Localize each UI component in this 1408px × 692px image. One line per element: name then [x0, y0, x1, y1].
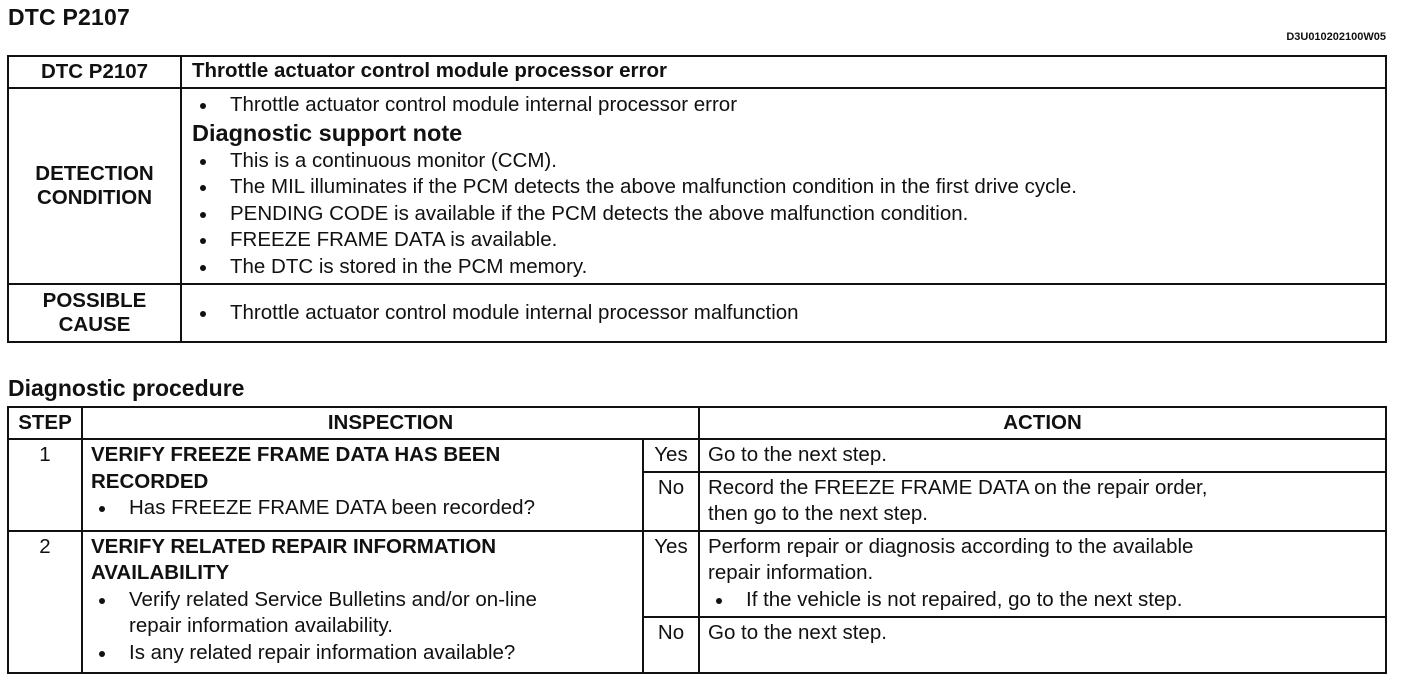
document-code: D3U010202100W05 — [1286, 31, 1386, 43]
no-label: No — [643, 617, 699, 673]
list-item: PENDING CODE is available if the PCM detects the above malfunction condition. — [192, 201, 1377, 228]
list-item-line: Verify related Service Bulletins and/or on-line — [129, 587, 537, 611]
step-column-header: STEP — [8, 407, 82, 439]
list-item: Has FREEZE FRAME DATA been recorded? — [91, 495, 636, 522]
list-item: If the vehicle is not repaired, go to the next step. — [708, 587, 1379, 614]
yes-label: Yes — [643, 531, 699, 617]
yes-action-list — [708, 587, 1379, 614]
yes-label: Yes — [643, 439, 699, 472]
table-row — [8, 439, 1386, 472]
list-item: Is any related repair information available? — [91, 640, 636, 667]
possible-cause-label — [8, 284, 181, 342]
yes-action — [699, 531, 1386, 617]
step-number: 1 — [8, 439, 82, 531]
inspection-title: VERIFY RELATED REPAIR INFORMATION — [91, 534, 497, 558]
inspection-title: RECORDED — [91, 469, 209, 493]
dtc-description: Throttle actuator control module processor error — [181, 56, 1386, 88]
detection-label-line-1: DETECTION — [35, 162, 154, 185]
inspection-list — [91, 495, 636, 522]
cause-label-line-1: POSSIBLE — [42, 289, 147, 312]
possible-cause-content — [181, 284, 1386, 342]
inspection-title: VERIFY FREEZE FRAME DATA HAS BEEN — [91, 443, 501, 466]
list-item: The MIL illuminates if the PCM detects the above malfunction condition in the first drive cycle. — [192, 174, 1377, 201]
detection-condition-label — [8, 88, 181, 284]
no-action-line: Record the FREEZE FRAME DATA on the repair order, — [708, 475, 1208, 499]
dtc-code-label: DTC P2107 — [8, 56, 181, 88]
list-item: This is a continuous monitor (CCM). — [192, 148, 1377, 175]
inspection-cell — [82, 439, 643, 531]
support-note-list — [192, 148, 1377, 281]
list-item-line: repair information availability. — [129, 614, 393, 637]
yes-action: Go to the next step. — [699, 439, 1386, 472]
possible-cause-row — [8, 284, 1386, 342]
no-label: No — [643, 472, 699, 531]
procedure-table — [7, 406, 1387, 674]
detection-list — [192, 92, 1377, 119]
list-item: FREEZE FRAME DATA is available. — [192, 227, 1377, 254]
cause-label-line-2: CAUSE — [58, 313, 131, 336]
no-action — [699, 472, 1386, 531]
page-title: DTC P2107 — [8, 4, 130, 30]
step-number: 2 — [8, 531, 82, 673]
dtc-info-table — [7, 55, 1387, 343]
detection-condition-row — [8, 88, 1386, 284]
no-action: Go to the next step. — [699, 617, 1386, 673]
inspection-title: AVAILABILITY — [91, 561, 230, 584]
inspection-cell — [82, 531, 643, 673]
detection-condition-content — [181, 88, 1386, 284]
list-item: The DTC is stored in the PCM memory. — [192, 254, 1377, 281]
detection-label-line-2: CONDITION — [36, 186, 153, 209]
inspection-list — [91, 587, 636, 667]
list-item: Throttle actuator control module internal processor error — [192, 92, 1377, 119]
no-action-line: then go to the next step. — [708, 502, 928, 525]
cause-list — [192, 300, 1377, 327]
list-item: Throttle actuator control module internal processor malfunction — [192, 300, 1377, 327]
table-row — [8, 531, 1386, 617]
action-column-header: ACTION — [699, 407, 1386, 439]
dtc-header-row — [8, 56, 1386, 88]
yes-action-line: repair information. — [708, 561, 874, 584]
support-note-heading: Diagnostic support note — [192, 119, 463, 146]
inspection-column-header: INSPECTION — [82, 407, 699, 439]
procedure-header-row — [8, 407, 1386, 439]
list-item — [91, 587, 636, 640]
procedure-heading: Diagnostic procedure — [8, 375, 245, 401]
yes-action-line: Perform repair or diagnosis according to the available — [708, 534, 1194, 558]
